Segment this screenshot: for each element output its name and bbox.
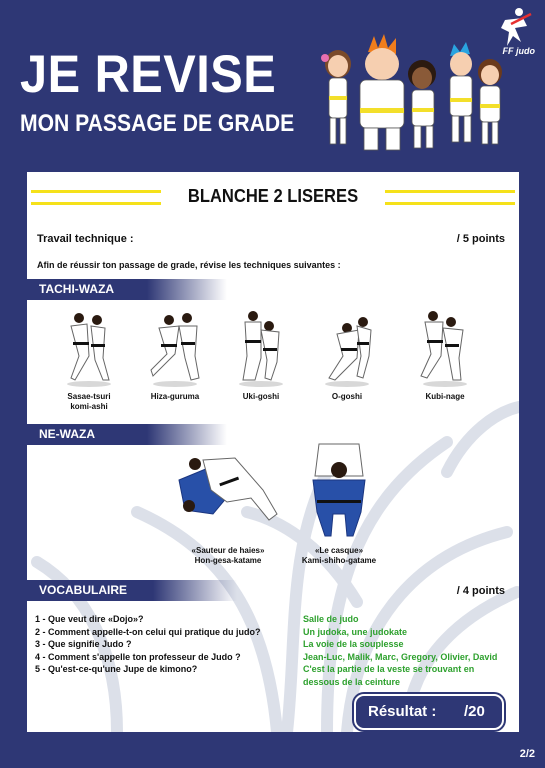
vocabulary-question: 4 - Comment s'appelle ton professeur de Judo ?: [35, 651, 241, 662]
technique-label: Hiza-guruma: [150, 392, 200, 401]
vocabulary-answers: [303, 613, 515, 689]
ne-waza-header: NE-WAZA: [27, 424, 227, 445]
vocabulary-answer: C'est la partie de la veste se trouvant en: [303, 664, 475, 675]
technique-item: [405, 308, 485, 402]
result-label: Résultat :: [368, 703, 437, 720]
vocabulaire-header: VOCABULAIRE: [27, 580, 237, 601]
technique-item: [135, 308, 215, 402]
vocabulary-question: 2 - Comment appelle-t-on celui qui pratique du judo?: [35, 626, 261, 637]
technique-label: Kubi-nage: [425, 392, 465, 401]
vocabulary-question: 1 - Que veut dire «Dojo»?: [35, 614, 144, 624]
technique-item: [49, 308, 129, 412]
vocabulary-question: 5 - Qu'est-ce-qu'une Jupe de kimono?: [35, 664, 198, 675]
judo-throw-photo-icon: [317, 308, 377, 388]
page-subtitle: MON PASSAGE DE GRADE: [20, 110, 295, 137]
judo-hold-photo-icon: [289, 440, 389, 542]
technique-label: «Sauteur de haies» Hon-gesa-katame: [191, 546, 265, 565]
judo-throw-photo-icon: [145, 308, 205, 388]
grade-title: BLANCHE 2 LISERES: [187, 186, 359, 206]
vocabulary-questions: [35, 613, 261, 676]
vocabulary-answer: dessous de la ceinture: [303, 676, 401, 687]
result-box: [354, 694, 504, 730]
technique-label: Sasae-tsuri komi-ashi: [67, 392, 111, 411]
judo-throw-photo-icon: [415, 308, 475, 388]
technique-label: Uki-goshi: [242, 392, 280, 401]
technique-item: [221, 308, 301, 402]
page-title: JE REVISE: [20, 45, 277, 104]
technique-label: Travail technique :: [37, 233, 134, 245]
technique-points: / 5 points: [456, 233, 505, 245]
vocabulary-question: 3 - Que signifie Judo ?: [35, 639, 132, 650]
result-score: /20: [464, 703, 485, 720]
technique-intro: Afin de réussir ton passage de grade, révise les techniques suivantes :: [37, 260, 341, 270]
technique-label: «Le casque» Kami-shiho-gatame: [301, 546, 377, 565]
content-panel: [27, 172, 519, 732]
logo-text: FF judo: [502, 46, 535, 56]
page-number: 2/2: [519, 748, 535, 760]
vocabulary-answer: Jean-Luc, Malik, Marc, Gregory, Olivier, David: [303, 651, 498, 662]
vocabulaire-points: / 4 points: [456, 585, 505, 597]
technique-item: [289, 440, 389, 566]
judo-throw-photo-icon: [59, 308, 119, 388]
judo-hold-photo-icon: [173, 450, 283, 542]
vocabulary-answer: Salle de judo: [303, 614, 359, 624]
vocabulary-answer: La voie de la souplesse: [303, 639, 404, 650]
technique-item: [307, 308, 387, 402]
vocabulary-answer: Un judoka, une judokate: [303, 626, 408, 637]
tachi-waza-header: TACHI-WAZA: [27, 279, 227, 300]
technique-item: [173, 450, 283, 566]
judo-throw-photo-icon: [231, 308, 291, 388]
technique-label: O-goshi: [331, 392, 363, 401]
cartoon-judokas-illustration: [316, 34, 506, 156]
